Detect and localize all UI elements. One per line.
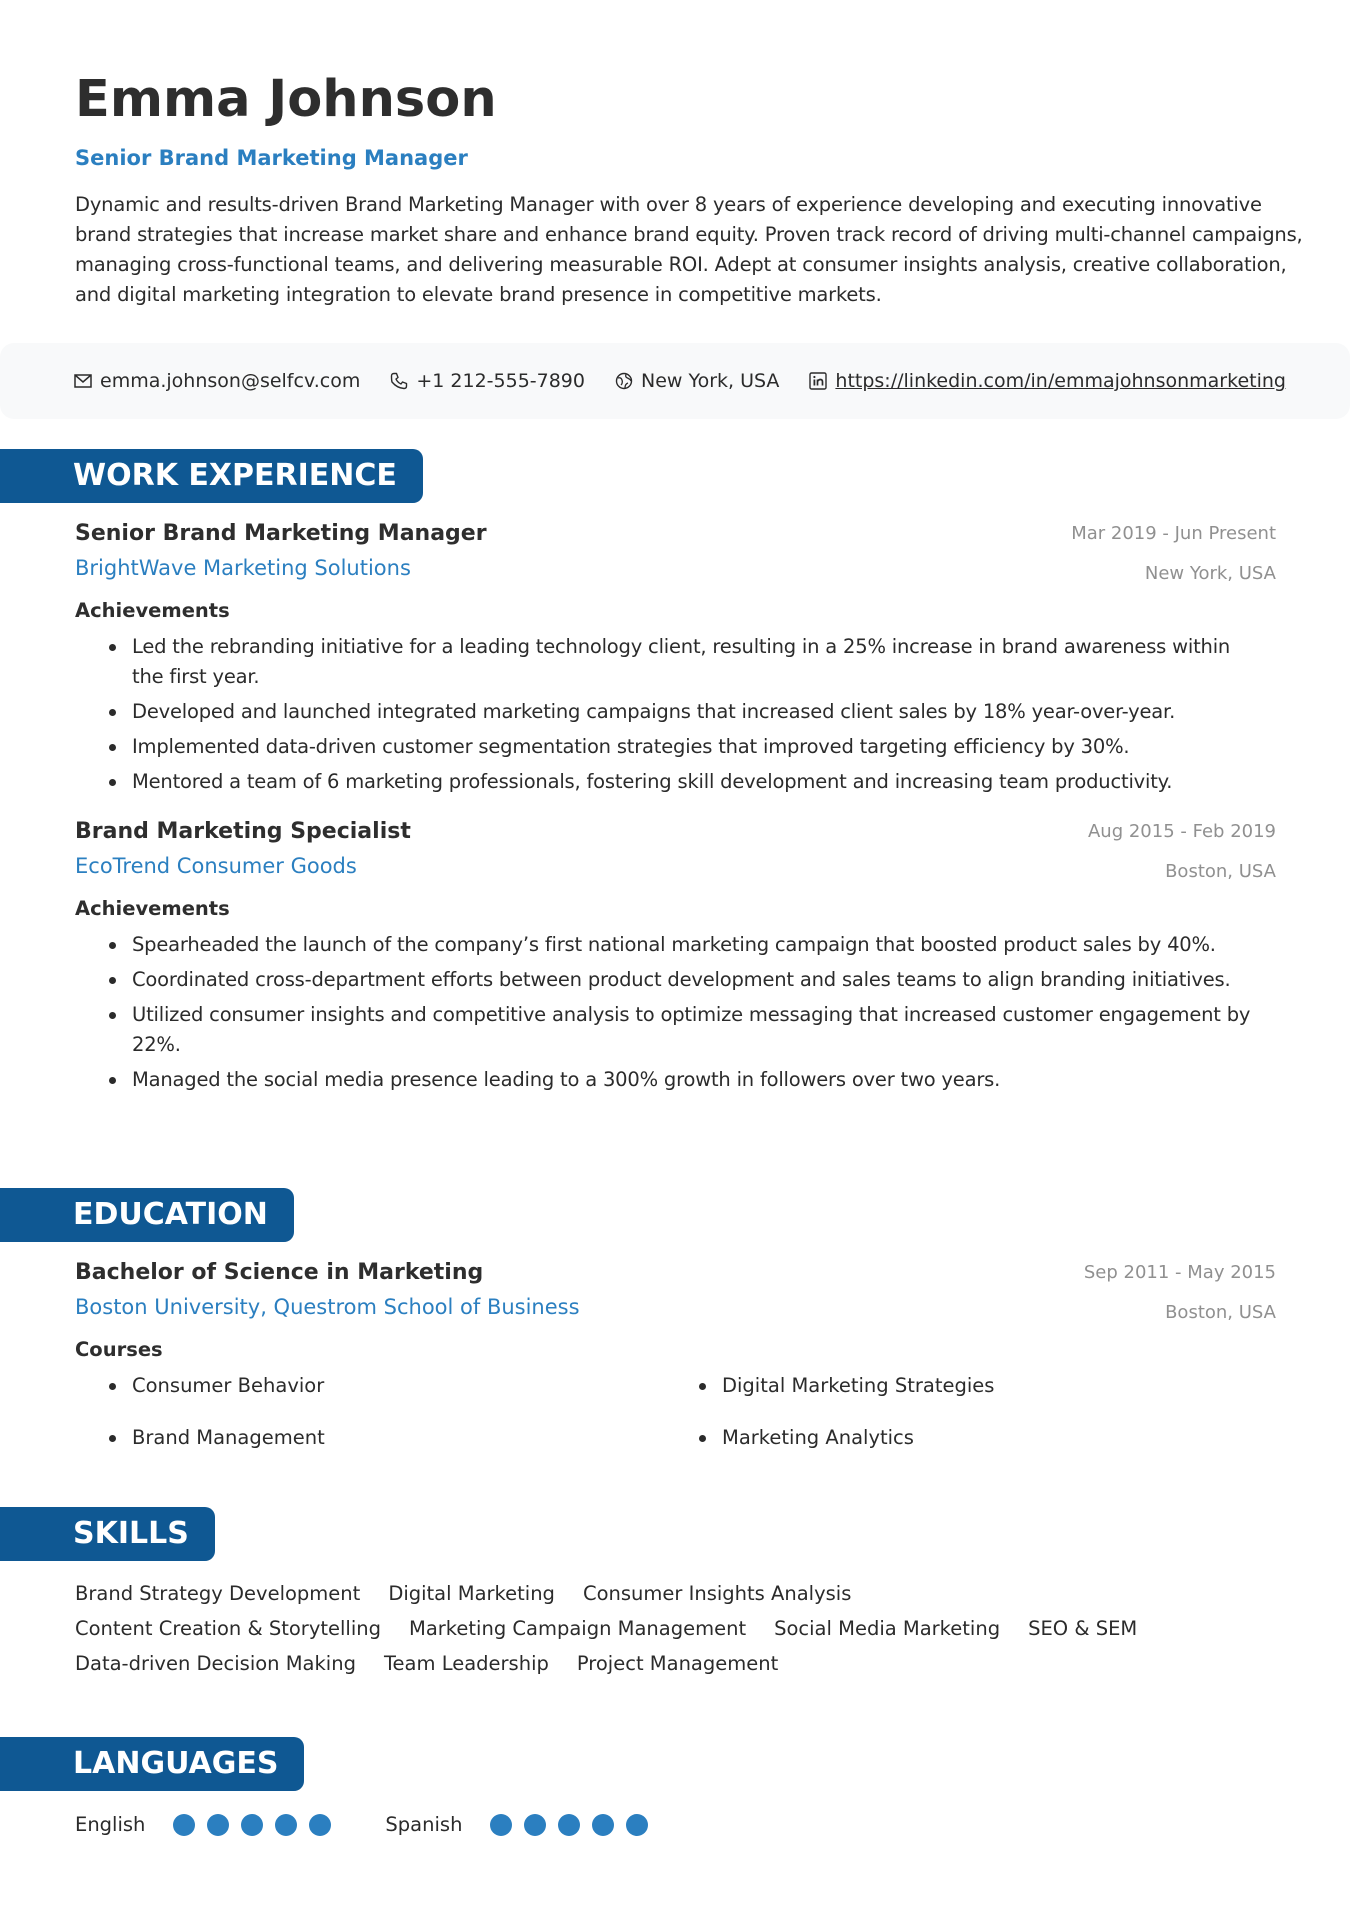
proficiency-dot — [275, 1814, 297, 1836]
contact-linkedin[interactable] — [809, 370, 1286, 392]
job-date: Mar 2019 - Jun Present — [1071, 523, 1276, 544]
skill-item: Team Leadership — [383, 1652, 549, 1675]
list-item: Led the rebranding initiative for a leading technology client, resulting in a 25% increase in brand awareness within the first year. — [75, 632, 1276, 692]
profile-summary: Dynamic and results-driven Brand Marketing Manager with over 8 years of experience developing and executing innovative brand strategies that increase market share and enhance brand equity. Proven track record of driving multi-channel campaigns, managing cross-functional teams, and delivering measurable ROI. Adept at consumer insights analysis, creative collaboration, and digital marketing integration to elevate brand presence in competitive markets. — [75, 193, 1303, 307]
courses-list — [75, 1371, 1276, 1453]
courses-heading: Courses — [75, 1338, 163, 1361]
skill-item: Data-driven Decision Making — [75, 1652, 356, 1675]
job-company: EcoTrend Consumer Goods — [75, 854, 357, 878]
skill-item: SEO & SEM — [1028, 1617, 1138, 1640]
list-item: Digital Marketing Strategies — [665, 1371, 1255, 1401]
language-name: English — [75, 1813, 146, 1836]
proficiency-dot — [592, 1814, 614, 1836]
skill-item: Project Management — [576, 1652, 779, 1675]
job-title: Senior Brand Marketing Manager — [75, 521, 487, 546]
education-entry — [0, 1260, 1350, 1453]
list-item: Managed the social media presence leading to a 300% growth in followers over two years. — [75, 1065, 1276, 1095]
skill-item: Consumer Insights Analysis — [582, 1582, 852, 1605]
proficiency-dot — [207, 1814, 229, 1836]
skill-item: Marketing Campaign Management — [409, 1617, 747, 1640]
contact-email[interactable] — [74, 370, 360, 392]
skill-item: Brand Strategy Development — [75, 1582, 361, 1605]
language-item — [385, 1813, 660, 1836]
language-name: Spanish — [385, 1813, 463, 1836]
list-item: Spearheaded the launch of the company’s first national marketing campaign that boosted product sales by 40%. — [75, 930, 1276, 960]
contact-phone-text: +1 212-555-7890 — [416, 370, 585, 392]
candidate-name: Emma Johnson — [75, 70, 497, 129]
list-item: Consumer Behavior — [75, 1371, 665, 1401]
work-experience-section — [0, 449, 1350, 1100]
school-name: Boston University, Questrom School of Business — [75, 1295, 580, 1319]
list-item: Brand Management — [75, 1423, 665, 1453]
degree-title: Bachelor of Science in Marketing — [75, 1260, 484, 1285]
skill-item: Content Creation & Storytelling — [75, 1617, 382, 1640]
languages-section — [0, 1737, 1350, 1836]
job-date: Aug 2015 - Feb 2019 — [1087, 821, 1276, 842]
job-title: Brand Marketing Specialist — [75, 819, 411, 844]
languages-list — [0, 1813, 1350, 1836]
skill-item: Social Media Marketing — [774, 1617, 1001, 1640]
achievements-list — [75, 632, 1276, 797]
contact-location-text: New York, USA — [641, 370, 780, 392]
education-section — [0, 1188, 1350, 1453]
resume-header — [0, 0, 1350, 310]
list-item: Implemented data-driven customer segmentation strategies that improved targeting efficiency by 30%. — [75, 732, 1276, 762]
education-date: Sep 2011 - May 2015 — [1083, 1262, 1276, 1283]
skill-item: Digital Marketing — [388, 1582, 555, 1605]
mail-icon — [74, 374, 92, 388]
linkedin-icon — [809, 372, 827, 390]
contact-location — [615, 370, 779, 392]
skills-heading: SKILLS — [0, 1507, 215, 1561]
proficiency-dot — [173, 1814, 195, 1836]
contact-phone[interactable] — [390, 370, 585, 392]
proficiency-dot — [524, 1814, 546, 1836]
language-level-dots — [490, 1814, 660, 1836]
proficiency-dot — [626, 1814, 648, 1836]
achievements-heading: Achievements — [75, 599, 230, 622]
language-level-dots — [173, 1814, 343, 1836]
work-experience-heading: WORK EXPERIENCE — [0, 449, 423, 503]
achievements-heading: Achievements — [75, 897, 230, 920]
phone-icon — [390, 372, 408, 390]
list-item: Coordinated cross-department efforts between product development and sales teams to align branding initiatives. — [75, 965, 1276, 995]
list-item: Mentored a team of 6 marketing professionals, fostering skill development and increasing team productivity. — [75, 767, 1276, 797]
contact-email-text: emma.johnson@selfcv.com — [100, 370, 361, 392]
proficiency-dot — [558, 1814, 580, 1836]
contact-bar — [0, 343, 1350, 419]
skills-section — [0, 1507, 1350, 1679]
linkedin-link[interactable]: https://linkedin.com/in/emmajohnsonmarketing — [835, 370, 1286, 392]
globe-icon — [615, 372, 633, 390]
list-item: Marketing Analytics — [665, 1423, 1255, 1453]
job-entry — [0, 819, 1350, 1095]
languages-heading: LANGUAGES — [0, 1737, 304, 1791]
job-entry — [0, 521, 1350, 797]
job-location: New York, USA — [1144, 563, 1276, 584]
list-item: Utilized consumer insights and competitive analysis to optimize messaging that increased customer engagement by 22%. — [75, 1000, 1276, 1060]
proficiency-dot — [490, 1814, 512, 1836]
achievements-list — [75, 930, 1276, 1095]
language-item — [75, 1813, 343, 1836]
education-location: Boston, USA — [1165, 1302, 1276, 1323]
proficiency-dot — [241, 1814, 263, 1836]
proficiency-dot — [309, 1814, 331, 1836]
job-location: Boston, USA — [1165, 861, 1276, 882]
list-item: Developed and launched integrated marketing campaigns that increased client sales by 18% year-over-year. — [75, 697, 1276, 727]
job-company: BrightWave Marketing Solutions — [75, 556, 411, 580]
education-heading: EDUCATION — [0, 1188, 294, 1242]
skills-list — [0, 1579, 1240, 1679]
candidate-title: Senior Brand Marketing Manager — [75, 146, 468, 171]
